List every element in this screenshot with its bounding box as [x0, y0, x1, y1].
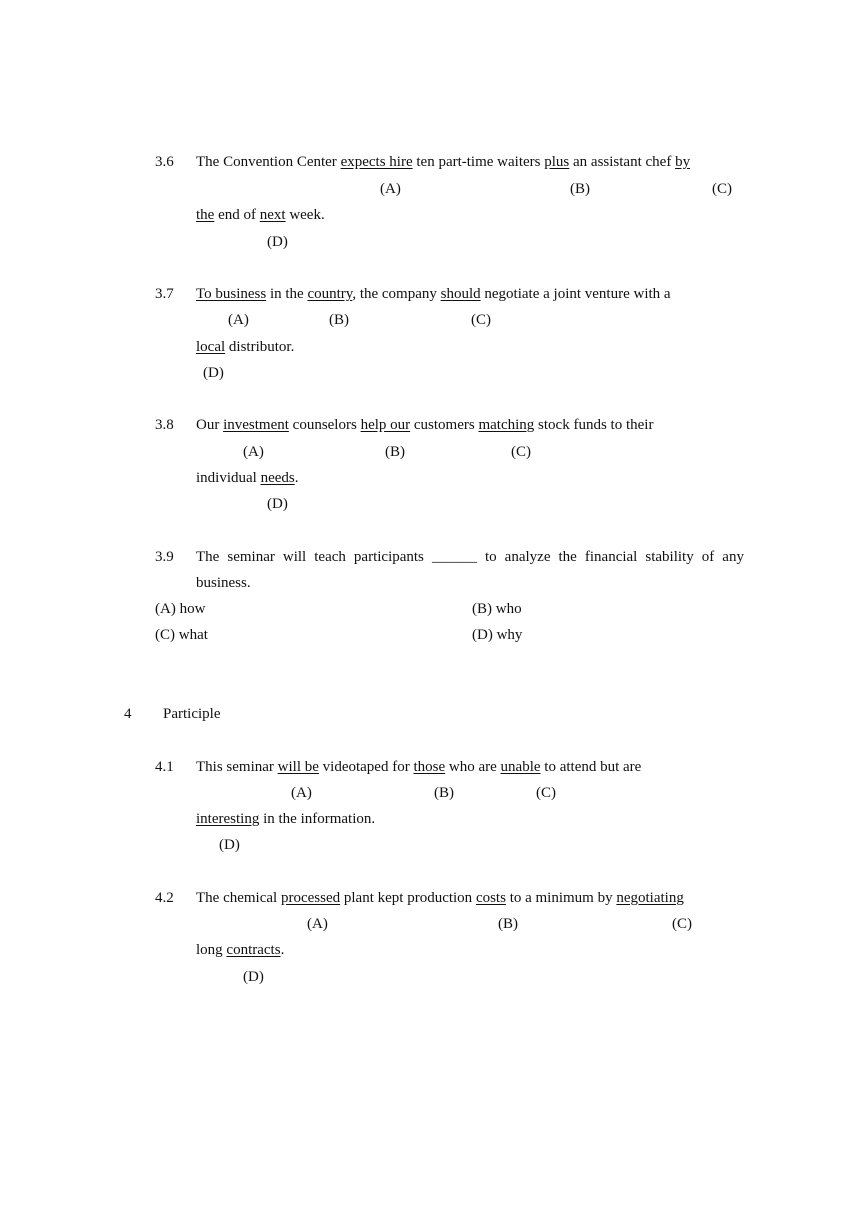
option-c: (C) what — [155, 627, 208, 643]
label-c: (C) — [471, 312, 491, 328]
question-number: 4.1 — [155, 759, 174, 775]
underlined-option-b: those — [413, 759, 446, 775]
underlined-option-c-cont: the — [196, 207, 215, 223]
label-a: (A) — [228, 312, 249, 328]
underlined-option-c: negotiating — [616, 890, 684, 906]
underlined-option-d: contracts — [226, 942, 281, 958]
question-text-line-2: long contracts. — [196, 942, 285, 958]
section-title: Participle — [163, 706, 221, 722]
underlined-option-d: needs — [260, 470, 295, 486]
question-text-line-1: The seminar will teach participants ______ to analyze the financial stability of any — [196, 549, 744, 565]
underlined-option-b: costs — [475, 890, 506, 906]
question-text-line-1: This seminar will be videotaped for those who are unable to attend but are — [196, 759, 642, 775]
option-b: (B) who — [472, 601, 522, 617]
underlined-option-a: processed — [280, 890, 341, 906]
label-d: (D) — [267, 496, 288, 512]
question-text-line-2: business. — [196, 575, 251, 591]
label-c: (C) — [712, 181, 732, 197]
underlined-option-b: plus — [544, 154, 570, 170]
label-d: (D) — [219, 837, 240, 853]
label-b: (B) — [329, 312, 349, 328]
section-number: 4 — [124, 706, 132, 722]
question-text-line-1: The chemical processed plant kept production costs to a minimum by negotiating — [196, 890, 684, 906]
underlined-option-b: country — [307, 286, 353, 302]
label-a: (A) — [291, 785, 312, 801]
underlined-option-c: by — [675, 154, 691, 170]
question-text-line-2: local distributor. — [196, 339, 295, 355]
label-c: (C) — [672, 916, 692, 932]
label-c: (C) — [511, 444, 531, 460]
underlined-option-d: local — [196, 339, 226, 355]
label-d: (D) — [267, 234, 288, 250]
label-b: (B) — [434, 785, 454, 801]
question-text-line-1: Our investment counselors help our customers matching stock funds to their — [196, 417, 654, 433]
underlined-option-c: matching — [478, 417, 535, 433]
blank: ______ — [431, 549, 477, 565]
question-number: 3.8 — [155, 417, 174, 433]
label-b: (B) — [498, 916, 518, 932]
question-number: 4.2 — [155, 890, 174, 906]
question-text-line-2: the end of next week. — [196, 207, 325, 223]
label-b: (B) — [385, 444, 405, 460]
label-a: (A) — [307, 916, 328, 932]
label-a: (A) — [380, 181, 401, 197]
question-text-line-1: To business in the country, the company should negotiate a joint venture with a — [196, 286, 671, 302]
underlined-option-c: unable — [500, 759, 541, 775]
underlined-option-a: will be — [277, 759, 319, 775]
underlined-option-a: To business — [196, 286, 267, 302]
question-number: 3.6 — [155, 154, 174, 170]
underlined-option-a: investment — [223, 417, 289, 433]
underlined-option-d: next — [259, 207, 286, 223]
underlined-option-a: expects hire — [340, 154, 413, 170]
question-text-line-2: interesting in the information. — [196, 811, 376, 827]
option-a: (A) how — [155, 601, 206, 617]
underlined-option-d: interesting — [196, 811, 260, 827]
label-a: (A) — [243, 444, 264, 460]
underlined-option-b: help our — [360, 417, 411, 433]
label-d: (D) — [203, 365, 224, 381]
question-text-line-2: individual needs. — [196, 470, 299, 486]
question-number: 3.7 — [155, 286, 174, 302]
label-d: (D) — [243, 969, 264, 985]
label-b: (B) — [570, 181, 590, 197]
underlined-option-c: should — [440, 286, 481, 302]
option-d: (D) why — [472, 627, 523, 643]
question-text-line-1: The Convention Center expects hire ten part-time waiters plus an assistant chef by — [196, 154, 691, 170]
label-c: (C) — [536, 785, 556, 801]
question-number: 3.9 — [155, 549, 174, 565]
